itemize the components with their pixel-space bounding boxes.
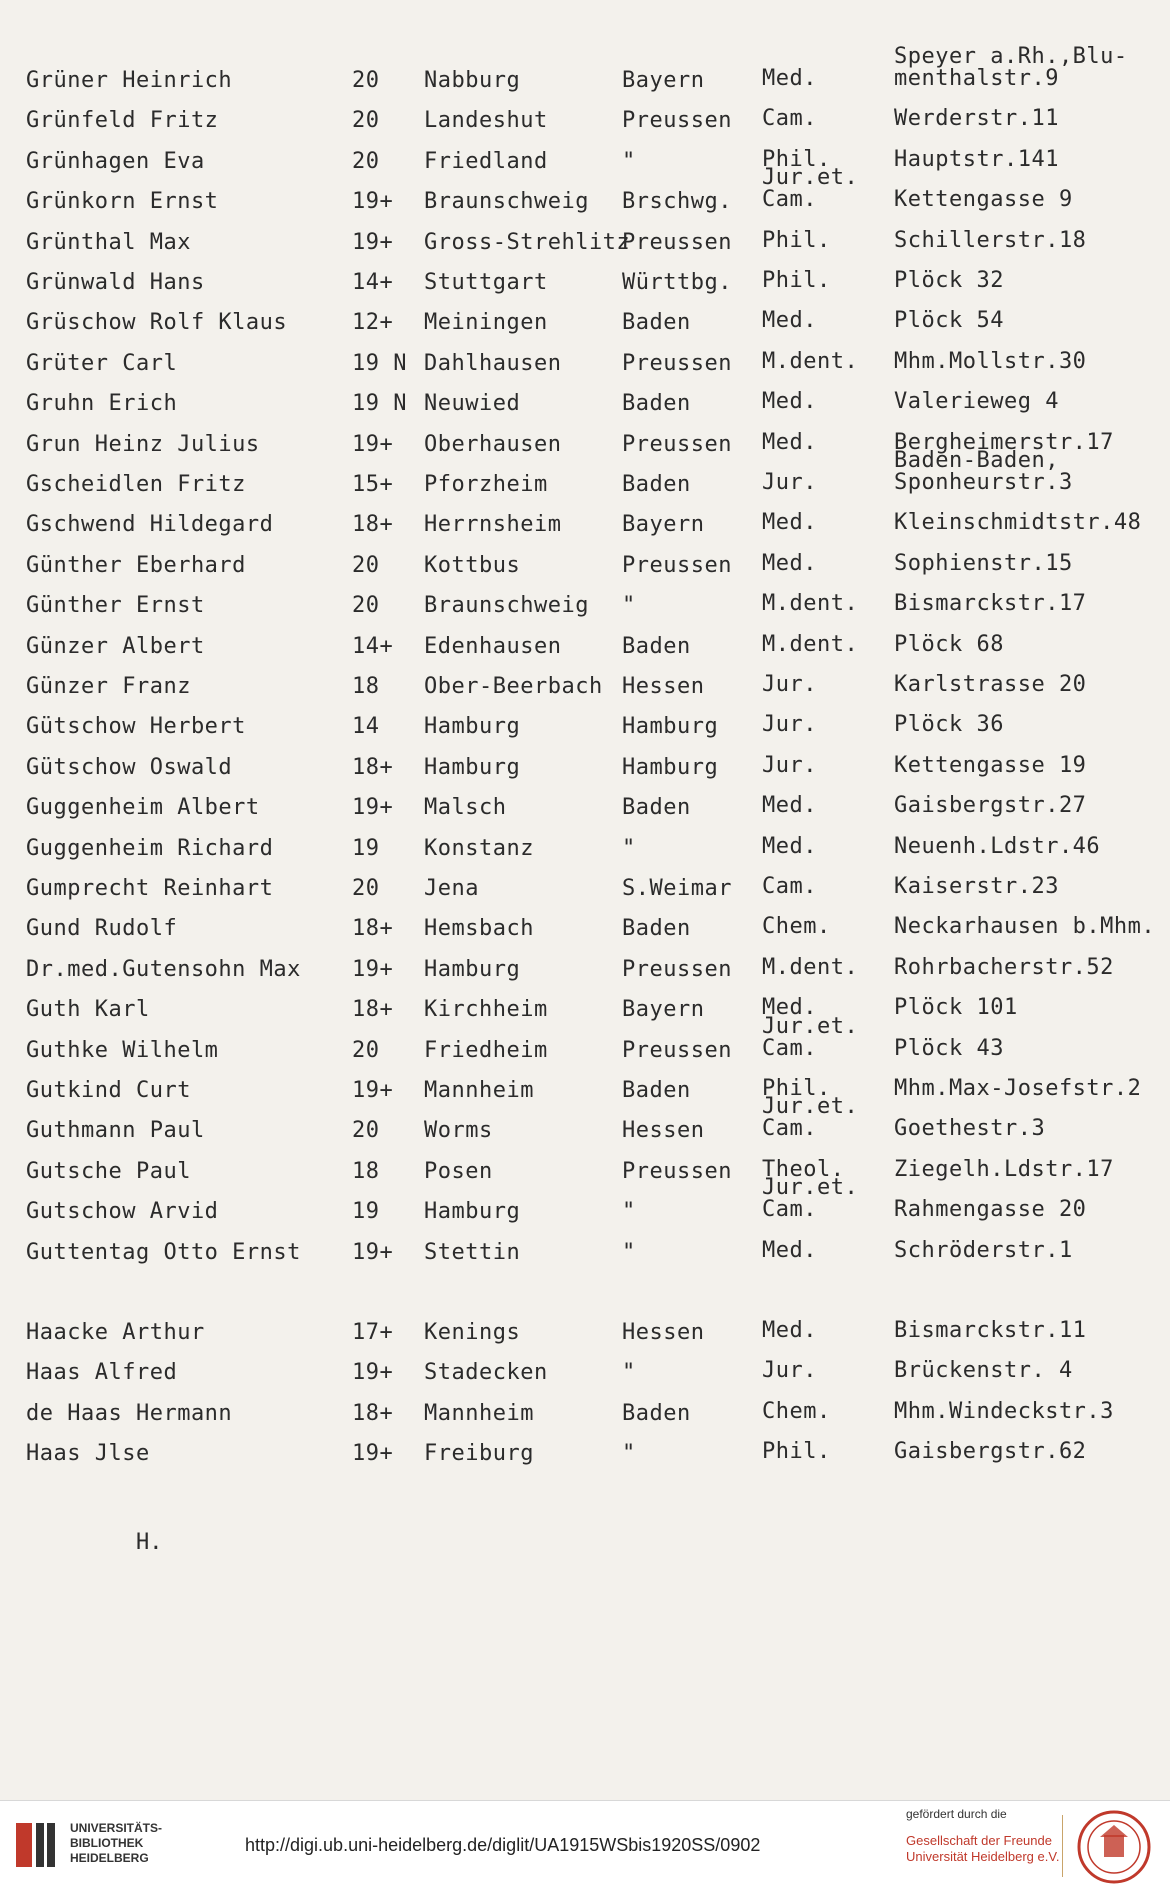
student-name: Haas Alfred — [26, 1360, 178, 1386]
address: Neckarhausen b.Mhm. — [894, 914, 1156, 940]
home-town: Braunschweig — [424, 593, 589, 619]
faculty: M.dent. — [762, 591, 859, 617]
address: Kettengasse 19 — [894, 752, 1087, 778]
address: Plöck 68 — [894, 631, 1004, 657]
faculty: Phil. — [762, 268, 831, 293]
faculty: Med. — [762, 793, 817, 819]
home-town: Malsch — [424, 795, 507, 821]
home-state: " — [622, 835, 636, 861]
address: Kleinschmidtstr.48 — [894, 510, 1142, 536]
semester-count: 18 — [352, 1158, 380, 1184]
address: Neuenh.Ldstr.46 — [894, 833, 1101, 859]
home-state: Preussen — [622, 431, 732, 457]
student-name: Gütschow Herbert — [26, 714, 246, 740]
semester-count: 20 — [352, 148, 380, 174]
home-state: Württbg. — [622, 270, 732, 295]
semester-count: 19 N — [352, 350, 407, 376]
semester-count: 18 — [352, 674, 380, 699]
home-state: Preussen — [622, 1037, 732, 1063]
home-town: Mannheim — [424, 1078, 534, 1103]
home-state: Baden — [622, 472, 691, 497]
faculty: Jur. — [762, 470, 817, 495]
society-name-line2: Universität Heidelberg e.V. — [906, 1849, 1060, 1864]
address: Gaisbergstr.27 — [894, 793, 1087, 819]
faculty: M.dent. — [762, 631, 859, 657]
home-state: Hessen — [622, 674, 705, 699]
society-name — [906, 1833, 1059, 1865]
faculty: Med. — [762, 995, 817, 1021]
semester-count: 20 — [352, 552, 380, 578]
address: Plöck 54 — [894, 308, 1004, 334]
home-state: Preussen — [622, 1158, 732, 1184]
address: Schröderstr.1 — [894, 1237, 1073, 1263]
semester-count: 20 — [352, 1118, 380, 1144]
address: Gaisbergstr.62 — [894, 1439, 1087, 1465]
university-library-logo-icon — [14, 1819, 58, 1871]
home-town: Stettin — [424, 1239, 521, 1265]
semester-count: 14 — [352, 714, 380, 740]
semester-count: 18+ — [352, 512, 394, 538]
home-town: Hamburg — [424, 714, 521, 740]
student-name: Gund Rudolf — [26, 916, 178, 942]
address: Bismarckstr.17 — [894, 591, 1087, 617]
home-town: Neuwied — [424, 391, 521, 417]
faculty: Jur.et. Cam. — [762, 1013, 859, 1061]
home-state: Hessen — [622, 1320, 705, 1345]
home-town: Mannheim — [424, 1400, 534, 1426]
student-name: Grüner Heinrich — [26, 68, 233, 93]
home-town: Edenhausen — [424, 633, 562, 659]
address: Baden-Baden, Sponheurstr.3 — [894, 448, 1073, 495]
faculty: Med. — [762, 1318, 817, 1343]
student-name: Günther Ernst — [26, 593, 205, 619]
semester-count: 19 — [352, 835, 380, 861]
address: Mhm.Max-Josefstr.2 — [894, 1076, 1142, 1101]
home-town: Oberhausen — [424, 431, 562, 457]
faculty: Phil. — [762, 1076, 831, 1101]
student-name: Günzer Albert — [26, 633, 205, 659]
home-town: Friedheim — [424, 1037, 548, 1063]
library-name-line2: BIBLIOTHEK — [70, 1836, 144, 1850]
home-town: Nabburg — [424, 68, 521, 93]
semester-count: 19+ — [352, 1441, 394, 1467]
table-row — [0, 1226, 1170, 1274]
home-state: Bayern — [622, 68, 705, 93]
semester-count: 17+ — [352, 1320, 394, 1345]
faculty: M.dent. — [762, 348, 859, 374]
student-name: Guthke Wilhelm — [26, 1037, 219, 1063]
semester-count: 14+ — [352, 633, 394, 659]
faculty: Jur. — [762, 1358, 817, 1384]
home-town: Pforzheim — [424, 472, 548, 497]
home-state: Bayern — [622, 512, 705, 538]
address: Bergheimerstr.17 — [894, 429, 1114, 455]
address: Werderstr.11 — [894, 106, 1059, 132]
home-town: Dahlhausen — [424, 350, 562, 376]
society-seal-icon — [1076, 1809, 1152, 1885]
student-name: Dr.med.Gutensohn Max — [26, 956, 301, 982]
student-name: Günzer Franz — [26, 674, 191, 699]
student-name: Grun Heinz Julius — [26, 431, 260, 457]
faculty: Phil. — [762, 146, 831, 172]
document-url-link[interactable]: http://digi.ub.uni-heidelberg.de/diglit/UA1915WSbis1920SS/0902 — [245, 1835, 761, 1855]
home-state: " — [622, 1199, 636, 1225]
address: Kaiserstr.23 — [894, 874, 1059, 899]
student-name: Gutkind Curt — [26, 1078, 191, 1103]
semester-count: 18+ — [352, 997, 394, 1023]
home-state: Bayern — [622, 997, 705, 1023]
home-state: Baden — [622, 310, 691, 336]
semester-count: 18+ — [352, 916, 394, 942]
library-name-line3: HEIDELBERG — [70, 1851, 149, 1865]
home-state: S.Weimar — [622, 876, 732, 901]
semester-count: 19+ — [352, 1360, 394, 1386]
address: Plöck 36 — [894, 712, 1004, 738]
student-name: Gütschow Oswald — [26, 754, 233, 780]
table-row — [0, 1427, 1170, 1475]
library-name-line1: UNIVERSITÄTS- — [70, 1821, 163, 1835]
library-name — [70, 1821, 162, 1866]
semester-count: 19+ — [352, 1078, 394, 1103]
faculty: Med. — [762, 389, 817, 415]
home-town: Stadecken — [424, 1360, 548, 1386]
student-name: Guthmann Paul — [26, 1118, 205, 1144]
address: Mhm.Windeckstr.3 — [894, 1398, 1114, 1424]
faculty: Med. — [762, 66, 817, 91]
address: Bismarckstr.11 — [894, 1318, 1087, 1343]
footer-divider — [1062, 1815, 1063, 1877]
home-state: Baden — [622, 391, 691, 417]
address: Goethestr.3 — [894, 1116, 1046, 1142]
home-state: Preussen — [622, 956, 732, 982]
student-name: Gumprecht Reinhart — [26, 876, 274, 901]
student-name: Haas Jlse — [26, 1441, 150, 1467]
home-town: Posen — [424, 1158, 493, 1184]
home-state: Hessen — [622, 1118, 705, 1144]
faculty: Med. — [762, 429, 817, 455]
semester-count: 12+ — [352, 310, 394, 336]
faculty: Jur.et. Cam. — [762, 165, 859, 213]
home-state: Baden — [622, 1400, 691, 1426]
home-state: " — [622, 1360, 636, 1386]
address: Sophienstr.15 — [894, 550, 1073, 576]
faculty: Cam. — [762, 874, 817, 899]
semester-count: 20 — [352, 1037, 380, 1063]
semester-count: 19 — [352, 1199, 380, 1225]
student-name: Guttentag Otto Ernst — [26, 1239, 301, 1265]
home-town: Kenings — [424, 1320, 521, 1345]
semester-count: 19+ — [352, 1239, 394, 1265]
student-name: Guggenheim Richard — [26, 835, 274, 861]
home-town: Gross-Strehlitz — [424, 229, 631, 255]
faculty: Med. — [762, 833, 817, 859]
home-state: Baden — [622, 916, 691, 942]
home-town: Hamburg — [424, 754, 521, 780]
student-name: Grüschow Rolf Klaus — [26, 310, 288, 336]
faculty: Chem. — [762, 914, 831, 940]
semester-count: 18+ — [352, 1400, 394, 1426]
semester-count: 19+ — [352, 795, 394, 821]
student-name: Gruhn Erich — [26, 391, 178, 417]
home-town: Jena — [424, 876, 479, 901]
home-state: " — [622, 148, 636, 174]
address: Ziegelh.Ldstr.17 — [894, 1156, 1114, 1182]
address: Valerieweg 4 — [894, 389, 1059, 415]
home-town: Hamburg — [424, 956, 521, 982]
address: Plöck 101 — [894, 995, 1018, 1021]
home-town: Ober-Beerbach — [424, 674, 603, 699]
semester-count: 15+ — [352, 472, 394, 497]
faculty: Med. — [762, 308, 817, 334]
faculty: Jur. — [762, 752, 817, 778]
student-name: Grüter Carl — [26, 350, 178, 376]
semester-count: 14+ — [352, 270, 394, 295]
faculty: Jur. — [762, 672, 817, 697]
home-state: Preussen — [622, 350, 732, 376]
semester-count: 19+ — [352, 431, 394, 457]
home-town: Kottbus — [424, 552, 521, 578]
home-state: Preussen — [622, 229, 732, 255]
home-state: Hamburg — [622, 754, 719, 780]
address: Brückenstr. 4 — [894, 1358, 1073, 1384]
home-town: Stuttgart — [424, 270, 548, 295]
semester-count: 19+ — [352, 956, 394, 982]
semester-count: 19 N — [352, 391, 407, 417]
home-town: Braunschweig — [424, 189, 589, 215]
name-continuation: H. — [136, 1530, 163, 1555]
semester-count: 19+ — [352, 189, 394, 215]
semester-count: 20 — [352, 108, 380, 134]
faculty: Chem. — [762, 1398, 831, 1424]
address: Rohrbacherstr.52 — [894, 954, 1114, 980]
home-town: Landeshut — [424, 108, 548, 134]
faculty: Med. — [762, 550, 817, 576]
address: Rahmengasse 20 — [894, 1197, 1087, 1223]
semester-count: 20 — [352, 876, 380, 901]
home-state: Preussen — [622, 108, 732, 134]
address: Karlstrasse 20 — [894, 672, 1087, 697]
semester-count: 20 — [352, 593, 380, 619]
address: Schillerstr.18 — [894, 227, 1087, 253]
faculty: Med. — [762, 1237, 817, 1263]
address: Hauptstr.141 — [894, 146, 1059, 172]
home-town: Hamburg — [424, 1199, 521, 1225]
student-name: de Haas Hermann — [26, 1400, 233, 1426]
student-name: Grünfeld Fritz — [26, 108, 219, 134]
address: Mhm.Mollstr.30 — [894, 348, 1087, 374]
faculty: Jur.et. Cam. — [762, 1094, 859, 1142]
home-state: " — [622, 1239, 636, 1265]
address: Speyer a.Rh.,Blu- menthalstr.9 — [894, 44, 1128, 91]
home-town: Worms — [424, 1118, 493, 1144]
home-state: " — [622, 593, 636, 619]
address: Plöck 43 — [894, 1035, 1004, 1061]
home-state: Hamburg — [622, 714, 719, 740]
home-town: Konstanz — [424, 835, 534, 861]
address: Kettengasse 9 — [894, 187, 1073, 213]
student-name: Haacke Arthur — [26, 1320, 205, 1345]
faculty: Phil. — [762, 227, 831, 253]
student-name: Grünthal Max — [26, 229, 191, 255]
faculty: Theol. — [762, 1156, 845, 1182]
student-name: Günther Eberhard — [26, 552, 246, 578]
student-name: Grünkorn Ernst — [26, 189, 219, 215]
home-state: Baden — [622, 633, 691, 659]
society-name-line1: Gesellschaft der Freunde — [906, 1833, 1052, 1848]
student-name: Guth Karl — [26, 997, 150, 1023]
faculty: Phil. — [762, 1439, 831, 1465]
home-state: Baden — [622, 1078, 691, 1103]
student-name: Gutschow Arvid — [26, 1199, 219, 1225]
home-state: Preussen — [622, 552, 732, 578]
home-state: " — [622, 1441, 636, 1467]
faculty: Jur. — [762, 712, 817, 738]
faculty: Cam. — [762, 106, 817, 132]
address: Plöck 32 — [894, 268, 1004, 293]
faculty: Med. — [762, 510, 817, 536]
faculty: Jur.et. Cam. — [762, 1175, 859, 1223]
student-name: Grünwald Hans — [26, 270, 205, 295]
semester-count: 20 — [352, 68, 380, 93]
funded-by-label: gefördert durch die — [906, 1807, 1007, 1821]
semester-count: 19+ — [352, 229, 394, 255]
semester-count: 18+ — [352, 754, 394, 780]
student-name: Guggenheim Albert — [26, 795, 260, 821]
home-state: Baden — [622, 795, 691, 821]
student-name: Gscheidlen Fritz — [26, 472, 246, 497]
student-name: Gutsche Paul — [26, 1158, 191, 1184]
home-town: Herrnsheim — [424, 512, 562, 538]
student-name: Gschwend Hildegard — [26, 512, 274, 538]
home-state: Brschwg. — [622, 189, 732, 215]
faculty: M.dent. — [762, 954, 859, 980]
page-footer — [0, 1800, 1170, 1889]
home-town: Meiningen — [424, 310, 548, 336]
home-town: Freiburg — [424, 1441, 534, 1467]
home-town: Kirchheim — [424, 997, 548, 1023]
home-town: Friedland — [424, 148, 548, 174]
home-town: Hemsbach — [424, 916, 534, 942]
student-name: Grünhagen Eva — [26, 148, 205, 174]
